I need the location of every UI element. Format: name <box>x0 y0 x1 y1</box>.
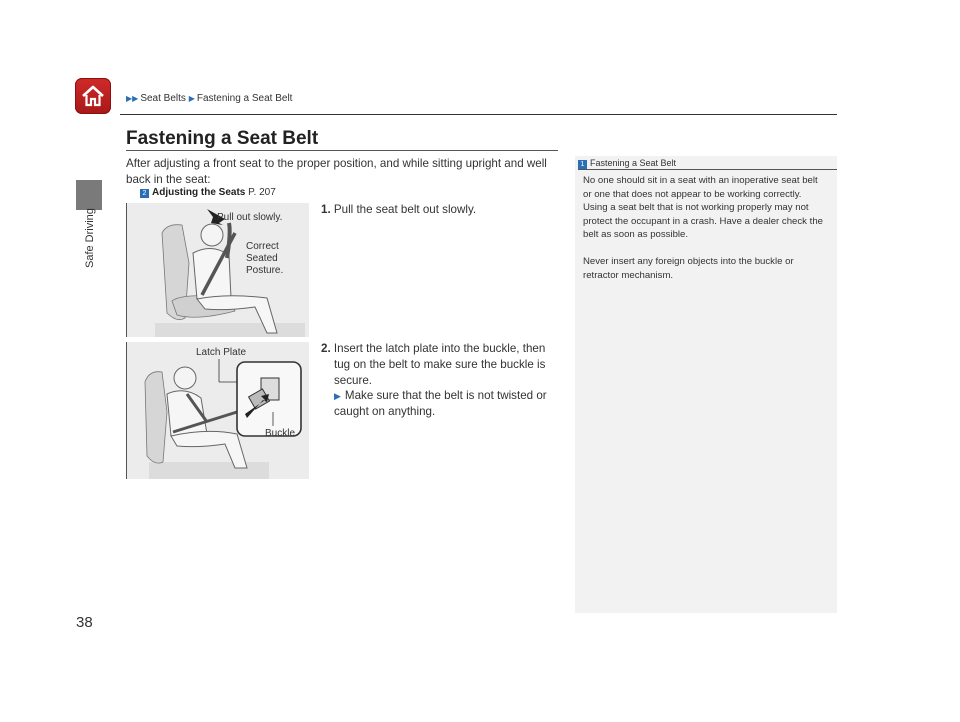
step-2-number: 2. <box>321 342 331 355</box>
note-paragraph: Never insert any foreign objects into the buckle or retractor mechanism. <box>583 255 794 281</box>
note-paragraph: No one should sit in a seat with an inoperative seat belt or one that does not appear to be working correctly. Using a seat belt that is not working properly may not protect the occupant in a crash. Have a dealer check the belt as soon as possible. <box>583 175 823 241</box>
bullet-arrow-icon: ▶ <box>334 391 341 401</box>
breadcrumb-arrow-icon: ▶ <box>188 94 195 103</box>
breadcrumb <box>126 93 292 104</box>
posture-label-line3: Posture. <box>246 265 284 276</box>
pull-out-label: Pull out slowly. <box>217 212 283 223</box>
breadcrumb-item-current: Fastening a Seat Belt <box>196 93 293 104</box>
section-tab <box>76 180 102 210</box>
note-icon: 1 <box>578 160 587 169</box>
title-divider <box>126 150 558 151</box>
step-2-substep <box>334 388 560 420</box>
step-2-text: Insert the latch plate into the buckle, then tug on the belt to make sure the buckle is secure. <box>333 342 546 387</box>
page-number: 38 <box>76 614 93 631</box>
note-header <box>578 158 676 169</box>
posture-label-line2: Seated <box>246 253 278 264</box>
note-divider <box>578 169 837 170</box>
substep-text: Make sure that the belt is not twisted or caught on anything. <box>334 389 547 418</box>
header-divider <box>120 114 837 115</box>
note-title: Fastening a Seat Belt <box>590 158 677 168</box>
reference-icon: 2 <box>140 189 149 198</box>
posture-label-line1: Correct <box>246 241 279 252</box>
home-icon <box>80 83 106 109</box>
step-1-text: Pull the seat belt out slowly. <box>333 203 477 216</box>
step-2 <box>321 341 561 389</box>
seat-belt-pull-illustration <box>126 203 309 337</box>
cross-reference-link[interactable] <box>140 187 276 198</box>
xref-title: Adjusting the Seats <box>152 187 246 198</box>
buckle-label: Buckle <box>265 428 296 439</box>
latch-plate-label: Latch Plate <box>196 347 247 358</box>
xref-page: P. 207 <box>248 187 276 198</box>
step-1-number: 1. <box>321 203 331 216</box>
home-button[interactable] <box>75 78 111 114</box>
page-title: Fastening a Seat Belt <box>126 128 319 149</box>
breadcrumb-item-seat-belts[interactable]: Seat Belts <box>140 93 186 104</box>
note-body <box>583 174 828 295</box>
section-label: Safe Driving <box>84 208 96 268</box>
buckle-figure <box>127 342 309 479</box>
breadcrumb-arrow-icon: ▶▶ <box>126 94 139 103</box>
latch-buckle-illustration <box>126 342 309 479</box>
step-1 <box>321 202 561 218</box>
intro-text: After adjusting a front seat to the proper position, and while sitting upright and well back in the seat: <box>126 157 547 186</box>
